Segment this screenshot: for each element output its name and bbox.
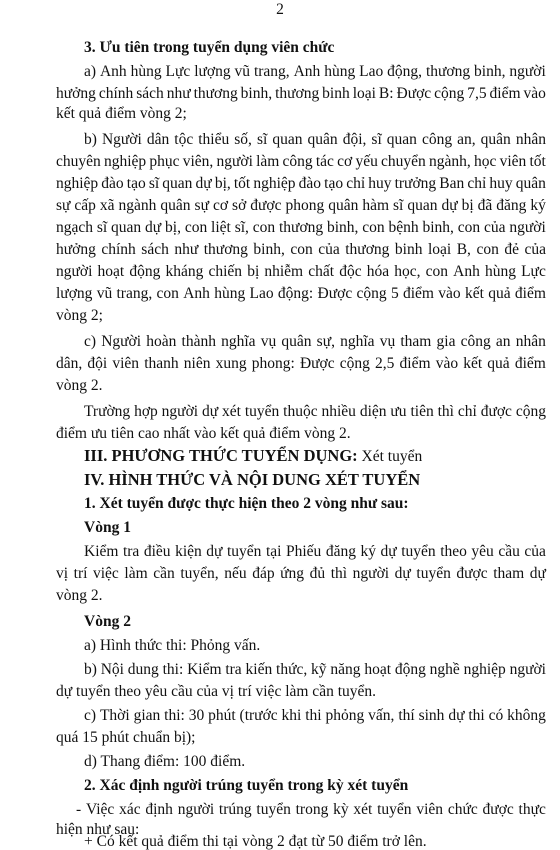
para-c-line-2: dân, đội viên thanh niên xung phong: Được cộng 2,5 điểm vào kết quả điểm [56, 355, 546, 372]
para-c-line-1: c) Người hoàn thành nghĩa vụ quân sự, nghĩa vụ tham gia công an nhân [84, 333, 546, 350]
para-a-line-3: kết quả điểm vòng 2; [56, 105, 187, 122]
selection-line-2: hiện như sau: [56, 821, 140, 838]
round-2-item-b-line-1: b) Nội dung thi: Kiểm tra kiến thức, kỹ năng hoạt động nghề nghiệp người [84, 661, 546, 678]
para-b-line-9: vòng 2; [56, 307, 103, 324]
para-b-line-4: sự cấp xã ngành quân sự cơ sở được phong quân hàm sĩ quan dự bị đã đăng ký [56, 197, 546, 214]
para-c-line-3: vòng 2. [56, 377, 103, 394]
section-III-title: III. PHƯƠNG THỨC TUYỂN DỤNG: [84, 446, 358, 465]
round-1-title: Vòng 1 [84, 519, 131, 536]
page-number: 2 [276, 1, 284, 18]
para-a-line-2: hưởng chính sách như thương binh, thương binh loại B: Được cộng 7,5 điểm vào [56, 85, 546, 102]
round-2-item-c-line-2: quá 15 phút chuẩn bị); [56, 729, 196, 746]
subsection-1-title: 1. Xét tuyển được thực hiện theo 2 vòng như sau: [84, 495, 409, 512]
round-1-line-3: vòng 2. [56, 587, 103, 604]
round-1-line-1: Kiểm tra điều kiện dự tuyển tại Phiếu đăng ký dự tuyển theo yêu cầu của [84, 543, 546, 560]
section-3-title: 3. Ưu tiên trong tuyển dụng viên chức [84, 39, 335, 56]
para-b-line-1: b) Người dân tộc thiểu số, sĩ quan quân đội, sĩ quan công an, quân nhân [84, 131, 546, 148]
priority-note-line-2: điểm ưu tiên cao nhất vào kết quả điểm vòng 2. [56, 425, 351, 442]
selection-criterion: + Có kết quả điểm thi tại vòng 2 đạt từ 50 điểm trở lên. [84, 833, 427, 850]
para-b-line-3: nghiệp đào tạo sĩ quan dự bị, tốt nghiệp đào tạo chỉ huy trưởng Ban chỉ huy quân [56, 175, 546, 192]
round-2-item-a: a) Hình thức thi: Phỏng vấn. [84, 637, 261, 654]
round-2-item-d: d) Thang điểm: 100 điểm. [84, 753, 246, 770]
section-III-value: Xét tuyển [357, 448, 423, 465]
para-a-line-1: a) Anh hùng Lực lượng vũ trang, Anh hùng Lao động, thương binh, người [84, 63, 546, 80]
selection-line-1: - Việc xác định người trúng tuyển trong kỳ xét tuyển viên chức được thực [76, 801, 546, 818]
round-2-item-c-line-1: c) Thời gian thi: 30 phút (trước khi thi phỏng vấn, thí sinh dự thi có không [84, 707, 546, 724]
para-b-line-2: chuyên nghiệp phục viên, người làm công tác cơ yếu chuyển ngành, học viên tốt [56, 153, 546, 170]
round-2-item-b-line-2: dự tuyển theo yêu cầu của vị trí việc làm cần tuyển. [56, 683, 377, 700]
section-III-line [84, 446, 422, 467]
para-b-line-5: ngạch sĩ quan dự bị, con liệt sĩ, con thương binh, con bệnh binh, con của người [56, 219, 546, 236]
para-b-line-8: lượng vũ trang, con Anh hùng Lao động: Được cộng 5 điểm vào kết quả điểm [56, 285, 546, 302]
section-IV-title: IV. HÌNH THỨC VÀ NỘI DUNG XÉT TUYỂN [84, 470, 421, 489]
round-2-title: Vòng 2 [84, 613, 131, 630]
para-b-line-6: hưởng chính sách như thương binh, con của thương binh loại B, con đẻ của [56, 241, 546, 258]
round-1-line-2: vị trí việc làm cần tuyển, nếu đáp ứng đủ thì người dự tuyển được tham dự [56, 565, 546, 582]
para-b-line-7: người hoạt động kháng chiến bị nhiễm chất độc hóa học, con Anh hùng Lực [56, 263, 546, 280]
priority-note-line-1: Trường hợp người dự xét tuyển thuộc nhiều diện ưu tiên thì chỉ được cộng [84, 403, 546, 420]
subsection-2-title: 2. Xác định người trúng tuyển trong kỳ xét tuyển [84, 777, 409, 794]
